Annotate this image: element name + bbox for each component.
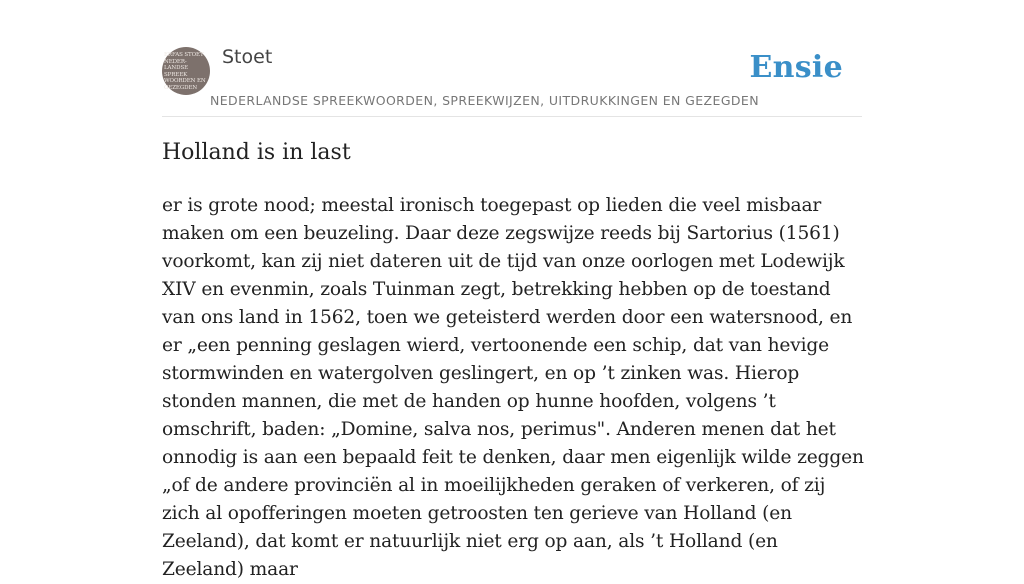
avatar-book-cover-text: ERFAS STOET NEDER- LANDSE SPREEK WOORDEN EN GEZEGDEN <box>164 52 206 91</box>
site-header <box>162 0 862 117</box>
ensie-logo-link[interactable]: Ensie <box>749 50 843 85</box>
entry-body: er is grote nood; meestal ironisch toegepast op lieden die veel misbaar maken om een beuzeling. Daar deze zegswijze reeds bij Sartorius (1561) voorkomt, kan zij niet dateren uit de tijd van onze oorlogen met Lodewijk XIV en evenmin, zoals Tuinman zegt, betrekking hebben op de toestand van ons land in 1562, toen we geteisterd werden door een watersnood, en er „een penning geslagen wierd, vertoonende een schip, dat van hevige stormwinden en watergolven geslingert, en op ’t zinken was. Hierop stonden mannen, die met de handen op hunne hoofden, volgens ’t omschrift, baden: „Domine, salva nos, perimus". Anderen menen dat het onnodig is aan een bepaald feit te denken, daar men eigenlijk wilde zeggen „of de andere provinciën al in moeilijkheden geraken of verkeren, of zij zich al opofferingen moeten getroosten ten gerieve van Holland (en Zeeland), dat komt er natuurlijk niet erg op aan, als ’t Holland (en Zeeland) maar <box>162 195 864 580</box>
entry-title: Holland is in last <box>162 140 351 165</box>
author-name-link[interactable]: Stoet <box>222 46 273 68</box>
source-subtitle-link[interactable]: NEDERLANDSE SPREEKWOORDEN, SPREEKWIJZEN, UITDRUKKINGEN EN GEZEGDEN <box>210 93 759 108</box>
author-avatar[interactable] <box>162 47 210 95</box>
